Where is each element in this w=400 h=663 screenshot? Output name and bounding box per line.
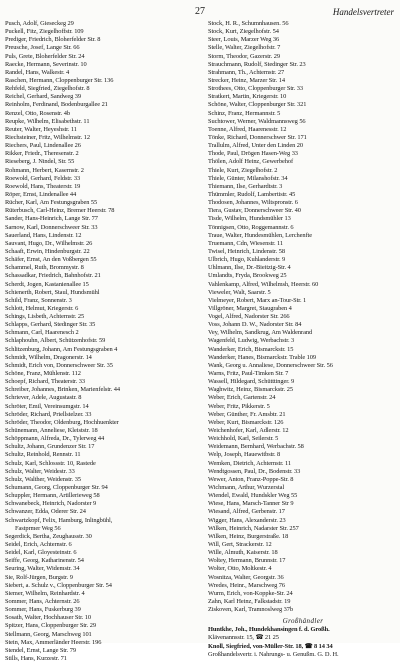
right-column [208,20,398,659]
directory-entry: Schmidt, Erich von, Donnerschweer Str. 35 [5,361,113,369]
directory-entry: Schmann, Carl, Haarenesch 2 [5,329,79,337]
directory-entry: Will, Gert, Strackerstr. 12 [208,541,272,548]
directory-entry: Sommer, Hans, Achternstr. 26 [5,597,80,605]
directory-entry: Seuring, Walter, Widemstr. 34 [5,565,80,573]
directory-entry: Schlaphouhn, Albert, Schützenhofstr. 59 [5,337,106,345]
directory-entry: Stendel, Ernst, Lange Str. 79 [5,646,76,654]
directory-entry: Segerdick, Bertha, Zeughausstr. 30 [5,532,92,540]
directory-entry: Klävenannsstr. 15, ☎ 21 25 [208,634,279,642]
directory-entry: Thodosen, Johannes, Wiltspronstr. 6 [208,199,298,207]
directory-entry: Steer, Louis, Marzer Weg 36 [208,36,280,44]
directory-entry: Großhandelsvertr. i. Nahrungs- u. Genußm. G. D. H. [208,650,339,658]
directory-entry: Schreiber, Johannes, Brinken, Marienfelstr. 44 [5,386,120,394]
directory-entry: Schmidt, Wilhelm, Dragonerstr. 14 [5,353,92,361]
directory-entry: Rehfeld, Siegfried, Ziegelhofstr. 8 [5,85,90,93]
directory-entry: Toenne, Alfred, Haarenesstr. 12 [208,125,287,133]
directory-entry: Seiffe, Georg, Katharinenstr. 54 [5,557,84,565]
directory-entry: Schröder, Theodor, Oldenburg, Hochhuenkter [5,418,119,426]
directory-entry: Rieseberg, J. Nindel, Str. 55 [5,158,75,166]
directory-entry: Stellmann, Georg, Marschweg 101 [5,630,92,638]
directory-entry: Strothees, Otto, Cloppenburger Str. 33 [208,85,304,93]
directory-entry: Randel, Hans, Walkestr. 4 [5,68,70,76]
directory-entry: Suchtower, Werner, Waldmannsweg 56 [208,117,306,125]
directory-entry: Vahlenkamp, Alfred, Wilhelmsh, Heerstr. 60 [208,280,319,288]
directory-entry: Röper, Ernst, Lindenallee 44 [5,190,77,198]
directory-entry: Reupke, Wilhelm, Elisabethstr. 11 [5,117,90,125]
directory-entry: Pusch, Adolf, Gieseckeg 29 [5,20,74,27]
page-header [0,6,400,18]
directory-entry: Renzel, Otto, Rosenstr. 4b [5,109,71,117]
directory-entry: Schinz, Franz, Hermannstr. 5 [208,109,281,117]
directory-entry: Wassell, Hildegard, Schütttinger. 9 [208,378,295,386]
directory-entry: Schammel, Ruth, Brommystr. 8 [5,264,84,272]
directory-entry: Raschen, Hermann, Cloppenburger Str. 136 [5,76,114,84]
directory-entry: Wiese, Hans, Marsch-Tanner Str 9 [208,500,294,508]
directory-entry: Rohmann, Herbert, Kasernstr. 2 [5,166,84,174]
directory-entry: Weichenhofer, Karl, Adlerstr. 12 [208,427,289,435]
directory-entry: Rikker, Friedr., Theresenstr. 2 [5,150,79,158]
directory-entry: Siemer, Wilhelm, Reinhardstr. 4 [5,589,85,597]
directory-entry: Wurm, Erich, von-Koppke-Str. 24 [208,589,293,597]
directory-entry: Wendtgossen, Paul, Dr., Bodenstr. 33 [208,467,301,475]
directory-entry: Vielmeyer, Robert, Marx an-Tour-Str. 1 [208,296,307,304]
directory-entry: Schwanzer, Edda, Oderer Str. 24 [5,508,86,516]
directory-entry: Wilken, Heinrich, Nadarster Str. 257 [208,524,299,532]
directory-entry: Schöne, Franz, Mühlenstr. 112 [5,370,81,378]
left-column [5,20,189,663]
directory-entry: Wiendel, Ewald, Hundskler Weg 55 [208,492,298,500]
directory-entry: Stills, Hans, Kurzestr. 71 [5,654,67,662]
directory-entry: Schulz, Walther, Weidenstr. 35 [5,475,81,483]
directory-entry: Roewold, Gerhard, Feldstr. 33 [5,174,81,182]
directory-entry: Sauerland, Hans, Lindenstr. 12 [5,231,82,239]
directory-entry: Schlapps, Gerhard, Stedinger Str. 35 [5,321,96,329]
page-number: 27 [195,6,205,17]
directory-entry: Stratkert, Martin, Kriegerstr. 10 [208,93,287,101]
directory-entry: Wiesand, Alfred, Gerbenstr. 17 [208,508,285,516]
directory-entry: Wemken, Dietrich, Achternstr. 11 [208,459,291,467]
directory-entry: Riechers, Paul, Lindenallee 26 [5,142,81,150]
directory-entry: Reuter, Walter, Heyeshstr. 11 [5,125,77,133]
directory-entry: Schulz, Walter, Weidestr. 33 [5,467,75,475]
directory-entry: Wewer, Anton, Franz-Poppe-Str. 8 [208,475,294,483]
directory-entry: Voss, Johann D. W., Nadorster Str. 84 [208,321,302,329]
directory-entry: Strecker, Heinz, Marzer Str. 14 [208,76,285,84]
directory-entry: Reinholm, Ferdinand, Bodenburgallee 21 [5,101,108,109]
directory-entry: Traue, Walter, Hundesmühlen, Lerchenfte [208,231,313,239]
directory-entry: Schultz, Johann, Grundenzer Str. 17 [5,443,95,451]
directory-entry: Schröter, Emil, Vereinsumgstr. 14 [5,402,89,410]
directory-entry: Strahmann, Th., Achternstr. 27 [208,68,285,76]
directory-entry: Villgröner, Margret, Staugraben 4 [208,304,292,312]
directory-entry: Prediger, Friedrich, Bloherfelder Str. 8 [5,36,101,44]
directory-entry: Wanderker, Erich, Bismarckstr. 15 [208,345,294,353]
directory-entry: Wanderker, Hanes, Bismarckstr. Trable 109 [208,353,316,361]
directory-entry: Rüterbusch, Carl-Heinz, Bremer Heerstr. 78 [5,207,115,215]
directory-entry: Huntkhe, Joh., Hundekhansingen f. d. Großh. [208,626,330,634]
directory-entry: Thiele, Günter, Milanshofstr. 34 [208,174,288,182]
directory-entry: Schäfer, Ernst, An den Voßbergen 55 [5,256,97,264]
directory-entry: Siebert, a. Schulz v., Cloppenburger Str. 54 [5,581,112,589]
directory-entry: Schwartzkopf, Felix, Hamburg, Inlingbühl, [5,516,113,524]
directory-entry: Ulbrich, Hugo, Kuhlanderstr. 9 [208,256,286,264]
directory-entry: Sosath, Walter, Hochhauser Str. 10 [5,614,92,622]
directory-entry: Strauchmann, Rudolf, Stedinger Str. 23 [208,60,306,68]
directory-entry: Sie, Rolf-Jürgen, Burgstr. 9 [5,573,73,581]
directory-entry: Welp, Joseph, Hauewitbstr. 8 [208,451,281,459]
directory-entry: Uhlmann, Ilse, Dr.-Bieitzig-Str. 4 [208,264,291,272]
directory-entry: Fastprmer Weg 56 [15,524,61,532]
directory-entry: Wosnitza, Walter, Georgstr. 36 [208,573,284,581]
directory-entry: Stock, Kurt, Ziegelhofstr. 54 [208,28,279,36]
directory-entry: Rücher, Karl, Am Festungsgraben 55 [5,199,98,207]
directory-entry: Woltey, Hermann, Brunnstr. 17 [208,557,286,565]
directory-entry: Weichhold, Karl, Seilerstr. 5 [208,435,279,443]
directory-entry: Weber, Fritz, Pikkerstr. 5 [208,402,270,410]
directory-entry: Schöppmann, Alfreda, Dr., Tylerweg 44 [5,435,105,443]
directory-entry: Thümmler, Rudolf, Lambertistr. 45 [208,190,296,198]
directory-entry: Tönke, Richard, Donnerschwer Str. 171 [208,133,307,141]
directory-entry: Sommer, Hans, Fuskerburg 39 [5,606,81,614]
directory-entry: Waghwitz, Heinz, Bismarckstr. 25 [208,386,293,394]
directory-entry: Truemann, Cdn, Wiesenstr. 11 [208,239,284,247]
directory-entry: Schuppler, Hermann, Artillerieweg 58 [5,492,100,500]
directory-entry: Schild, Franz, Sonnenstr. 3 [5,296,72,304]
directory-entry: Schlitzenburg, Johann, Am Festungsgraben 4 [5,345,118,353]
directory-entry: Tiera, Gustav, Donnerschweer Str. 40 [208,207,301,215]
directory-entry: Weber, Erich, Gartenstr. 24 [208,394,276,402]
directory-entry: Twisel, Heinrich, Lindenstr. 58 [208,247,285,255]
directory-entry: Wredes, Heinr., Marschweg 76 [208,581,286,589]
directory-entry: Weber, Kurt, Bismarckstr. 126 [208,418,284,426]
directory-entry: Vey, Wilhelm, Sandkrug, Am Waldenrand [208,329,313,337]
directory-entry: Roewold, Hans, Theaterstr. 19 [5,182,81,190]
directory-entry: Wille, Almuth, Kaiserstr. 18 [208,549,278,557]
directory-entry: Spitzer, Hans, Cloppenburger Str. 29 [5,622,96,630]
directory-entry: Schienerth, Robert, Staul, Hundsmühl [5,288,100,296]
directory-entry: Knoll, Siegfried, von-Müller-Str. 18, ☎ 8 14 34 [208,642,333,650]
directory-entry: Seidel, Erich, Achternstr. 6 [5,541,72,548]
running-head: Handelsvertreter [332,7,394,17]
directory-entry: Weber, Günther, Fr. Amsbtr. 21 [208,410,286,418]
directory-entry: Puls, Grete, Bloherfelder Str. 24 [5,52,85,60]
directory-entry: Schröder, Richard, Priellstelzer. 33 [5,410,92,418]
directory-entry: Puckell, Fitz, Ziegelhoffstr. 109 [5,28,84,36]
directory-entry: Sarnow, Karl, Donnerschweer Str. 33 [5,223,98,231]
directory-entry: Schünemann, Anneliese, Kleiststr. 18 [5,427,98,435]
directory-entry: Stock, H. R., Schumnhausen. 56 [208,20,289,27]
directory-entry: Reichel, Gerhard, Sandweg 39 [5,93,82,101]
directory-entry: Schaaft, Erwin, Hindenburgstr. 22 [5,247,90,255]
directory-entry: Vieweler, Walt, Saarstr. 5 [208,288,271,296]
directory-entry: Tisde, Wilhelm, Hundsmühler 13 [208,215,291,223]
directory-entry: Stelle, Walter, Ziegelhofstr. 7 [208,44,281,52]
directory-entry: Scherdt, Jogen, Kastanienallee 15 [5,280,89,288]
directory-entry: Schultz, Reinhold, Rennstr. 11 [5,451,81,459]
directory-entry: Sander, Hans-Heinrich, Lange Str. 77 [5,215,98,223]
directory-entry: Riechsteiner, Fritz, Wilhelmstr. 12 [5,133,90,141]
directory-entry: Schings, Lisbeth, Achternstr. 25 [5,313,85,321]
directory-entry: Schriever, Adele, Augustastr. 8 [5,394,82,402]
directory-entry: Thiele, Kurt, Ziegelhofstr. 2 [208,166,278,174]
directory-entry: Schlott, Helmut, Kriegerstr. 6 [5,304,79,312]
directory-entry: Sauvant, Hugo, Dr., Wilhelmstr. 26 [5,239,93,247]
directory-entry: Weidemann, Bernhard, Werbachstr. 58 [208,443,304,451]
directory-entry: Schumann, Georg, Cloppenburger Str. 94 [5,484,108,492]
directory-entry: Umlandts, Fryda, Brookweg 25 [208,272,287,280]
directory-entry: Wank, Georg u. Annaliese, Donnerschweer Str. 56 [208,361,333,369]
directory-entry: Wolter, Otto, Moltkestr. 4 [208,565,272,573]
directory-entry: Seidel, Karl, Gloyesteinstr. 6 [5,549,77,557]
directory-entry: Preusche, Josef, Lange Str. 66 [5,44,80,52]
directory-entry: Wichmann, Arthur, Wurzerstal [208,484,285,492]
directory-entry: Raecke, Hermann, Severinstr. 10 [5,60,87,68]
directory-entry: Wilken, Heinz, Burgerstraße. 18 [208,532,289,540]
directory-entry: Schöne, Walter, Cloppenburger Str. 321 [208,101,307,109]
directory-entry: Thölen, Adolf Heinz, Gewerbehof [208,158,294,166]
directory-entry: Stein, Max, Ammerländer Heerstr. 196 [5,638,102,646]
directory-entry: Thiemann, Ilse, Gerhardtstr. 3 [208,182,283,190]
directory-entry: Warns, Fritz, Paul-Timken Str. 7 [208,370,289,378]
directory-entry: Thode, Paul, Drögen Hasen-Weg 33 [208,150,298,158]
directory-entry: Ziskoven, Karl, Tramnoslweg 37b [208,606,294,614]
directory-entry: Storm, Theodor, Gazerstr. 29 [208,52,280,60]
directory-entry: Trallulm, Alfred, Unter den Linden 20 [208,142,303,150]
directory-entry: Schoepf, Richard, Theaterstr. 33 [5,378,86,386]
directory-entry: Schwanebeck, Heinrich, Nadorster 9 [5,500,97,508]
directory-entry: Zahn, Karl Heinz, Falkstadstr. 19 [208,597,291,605]
directory-entry: Wagenfeld, Ludwig, Werbachstr. 3 [208,337,295,345]
section-heading: Großhändler [282,617,324,626]
directory-entry: Tönnigsen, Otto, Roggemannstr. 6 [208,223,294,231]
directory-entry: Vogel, Alfred, Nadorster Str. 266 [208,313,290,321]
directory-entry: Wigger, Hans, Alexanderstr. 23 [208,516,286,524]
directory-entry: Schassadkar, Friedrich, Bahnhofstr. 21 [5,272,101,280]
directory-entry: Schulz, Karl, Schlossstr. 10, Rastede [5,459,96,467]
